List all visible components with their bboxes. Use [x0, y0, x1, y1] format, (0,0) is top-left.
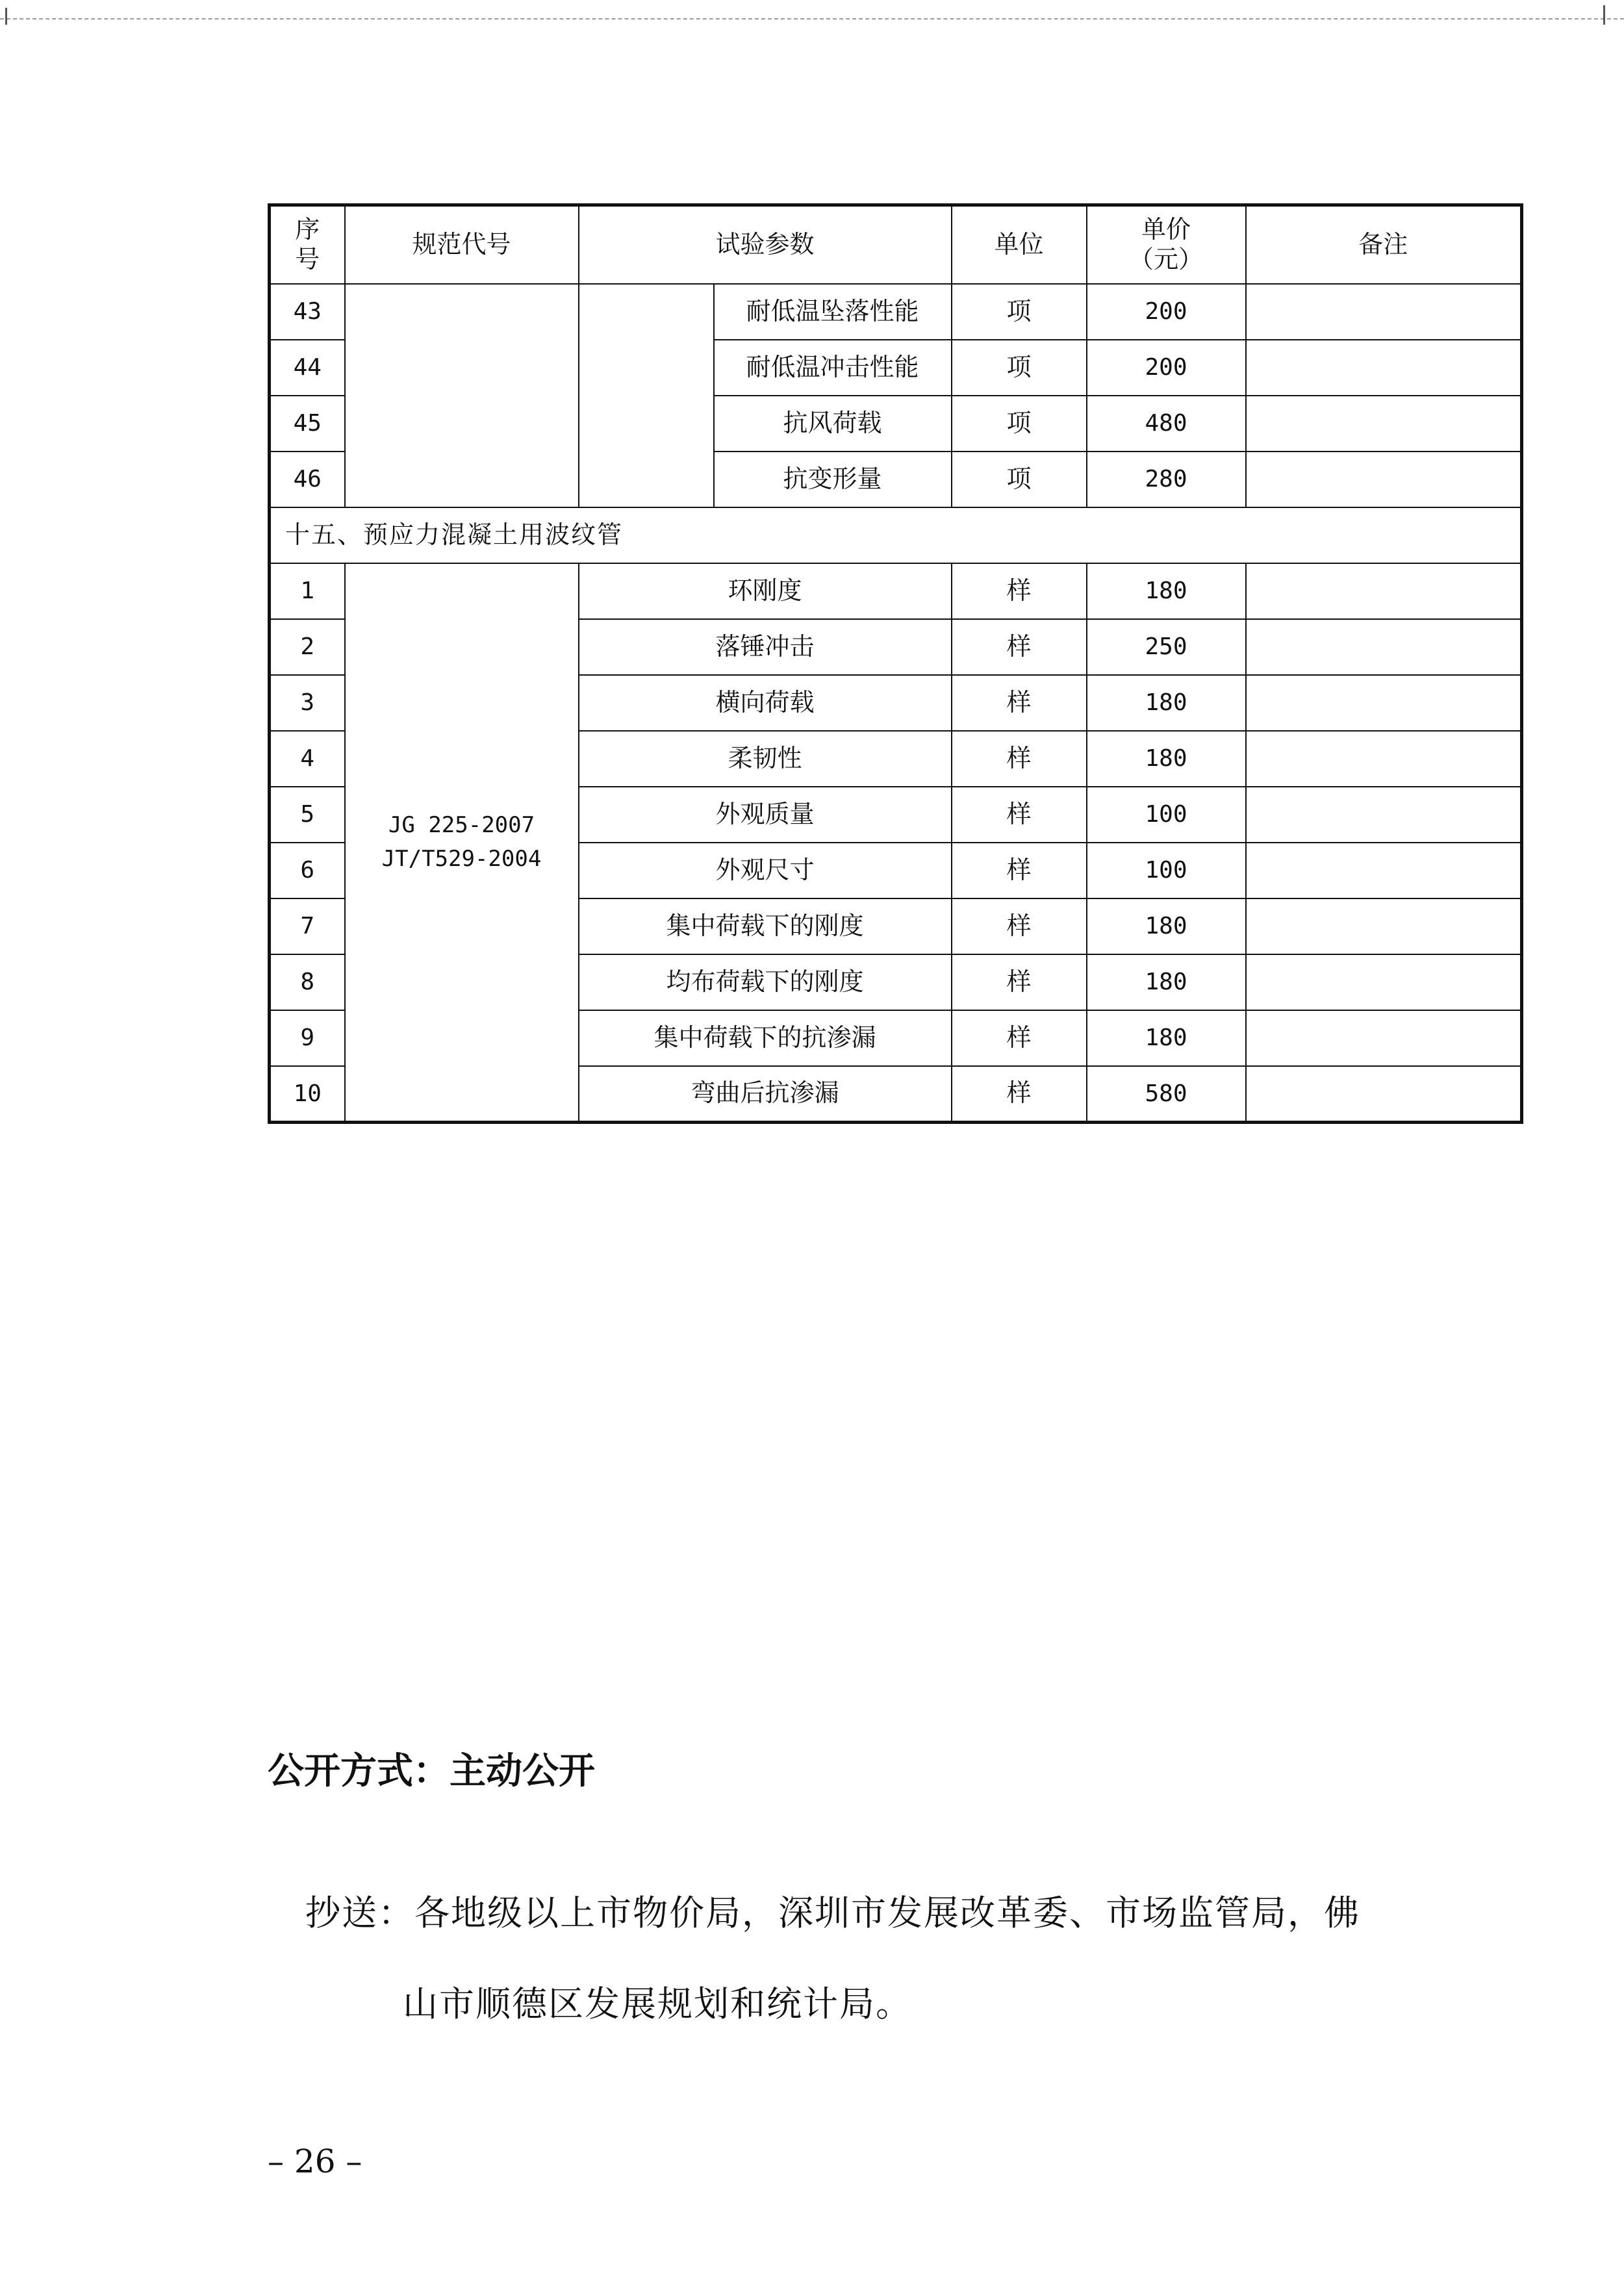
cell-unit: 项	[952, 452, 1087, 507]
scan-mark-left	[5, 8, 7, 25]
cell-remark	[1246, 1066, 1522, 1122]
cell-spec-codes	[345, 563, 579, 1122]
cell-remark	[1246, 731, 1522, 787]
cell-remark	[1246, 284, 1522, 340]
cell-param: 抗风荷载	[714, 396, 952, 452]
page-number: – 26 –	[268, 2143, 362, 2180]
cell-unit: 样	[952, 1066, 1087, 1122]
cell-unit: 项	[952, 340, 1087, 396]
cell-price: 100	[1087, 787, 1246, 843]
cell-price: 580	[1087, 1066, 1246, 1122]
cell-seq: 8	[270, 954, 345, 1010]
cell-param: 落锤冲击	[579, 619, 952, 675]
section-title: 十五、预应力混凝土用波纹管	[270, 507, 1522, 563]
cell-remark	[1246, 396, 1522, 452]
cell-price: 180	[1087, 675, 1246, 731]
cell-remark	[1246, 619, 1522, 675]
cell-param: 耐低温冲击性能	[714, 340, 952, 396]
cell-seq: 45	[270, 396, 345, 452]
cell-seq: 5	[270, 787, 345, 843]
header-code: 规范代号	[345, 205, 579, 285]
cell-seq: 7	[270, 898, 345, 954]
cell-unit: 样	[952, 1010, 1087, 1066]
cell-unit: 样	[952, 563, 1087, 619]
cc-line-2: 山市顺德区发展规划和统计局。	[403, 1983, 912, 2024]
table-row	[270, 563, 1522, 619]
cell-seq: 46	[270, 452, 345, 507]
header-price: 单价 （元）	[1087, 205, 1246, 285]
cell-price: 200	[1087, 340, 1246, 396]
cell-param: 环刚度	[579, 563, 952, 619]
spec-code-1: JG 225-2007	[388, 811, 535, 838]
cell-unit: 样	[952, 619, 1087, 675]
cell-remark	[1246, 787, 1522, 843]
table-header-row	[270, 205, 1522, 285]
cell-price: 180	[1087, 954, 1246, 1010]
cell-remark	[1246, 898, 1522, 954]
cell-seq: 2	[270, 619, 345, 675]
price-table	[268, 203, 1523, 1124]
cell-param: 耐低温坠落性能	[714, 284, 952, 340]
scan-border-top	[0, 18, 1624, 19]
cell-seq: 10	[270, 1066, 345, 1122]
cell-price: 100	[1087, 843, 1246, 898]
header-seq: 序 号	[270, 205, 345, 285]
cell-seq: 9	[270, 1010, 345, 1066]
cell-price: 280	[1087, 452, 1246, 507]
cell-unit: 样	[952, 731, 1087, 787]
cell-remark	[1246, 675, 1522, 731]
cell-price: 180	[1087, 563, 1246, 619]
cell-price: 180	[1087, 1010, 1246, 1066]
header-unit: 单位	[952, 205, 1087, 285]
cell-unit: 样	[952, 787, 1087, 843]
section-row	[270, 507, 1522, 563]
cell-param: 横向荷载	[579, 675, 952, 731]
cell-param: 集中荷载下的刚度	[579, 898, 952, 954]
cell-remark	[1246, 452, 1522, 507]
scan-mark-right	[1603, 5, 1605, 25]
cell-unit: 项	[952, 396, 1087, 452]
disclosure-method: 公开方式：主动公开	[268, 1750, 595, 1792]
cell-remark	[1246, 954, 1522, 1010]
cell-param: 柔韧性	[579, 731, 952, 787]
cell-code-empty	[345, 284, 579, 507]
cell-param: 均布荷载下的刚度	[579, 954, 952, 1010]
cell-remark	[1246, 843, 1522, 898]
cell-remark	[1246, 1010, 1522, 1066]
cell-unit: 样	[952, 898, 1087, 954]
header-param: 试验参数	[579, 205, 952, 285]
cell-param-group-empty	[579, 284, 714, 507]
table-row	[270, 284, 1522, 340]
spec-code-2: JT/T529-2004	[381, 846, 542, 872]
cell-unit: 样	[952, 675, 1087, 731]
header-remark: 备注	[1246, 205, 1522, 285]
cell-remark	[1246, 563, 1522, 619]
cell-seq: 43	[270, 284, 345, 340]
cell-seq: 6	[270, 843, 345, 898]
cell-seq: 44	[270, 340, 345, 396]
cell-param: 集中荷载下的抗渗漏	[579, 1010, 952, 1066]
cell-price: 480	[1087, 396, 1246, 452]
price-table-container	[268, 203, 1520, 1124]
cell-price: 180	[1087, 731, 1246, 787]
cell-param: 抗变形量	[714, 452, 952, 507]
cell-unit: 项	[952, 284, 1087, 340]
cell-price: 180	[1087, 898, 1246, 954]
cell-price: 200	[1087, 284, 1246, 340]
cell-param: 弯曲后抗渗漏	[579, 1066, 952, 1122]
cell-unit: 样	[952, 954, 1087, 1010]
cell-param: 外观尺寸	[579, 843, 952, 898]
cell-param: 外观质量	[579, 787, 952, 843]
cell-seq: 4	[270, 731, 345, 787]
cc-line-1: 抄送：各地级以上市物价局，深圳市发展改革委、市场监管局，佛	[305, 1892, 1360, 1933]
cell-remark	[1246, 340, 1522, 396]
cell-seq: 1	[270, 563, 345, 619]
cell-seq: 3	[270, 675, 345, 731]
cell-unit: 样	[952, 843, 1087, 898]
cell-price: 250	[1087, 619, 1246, 675]
